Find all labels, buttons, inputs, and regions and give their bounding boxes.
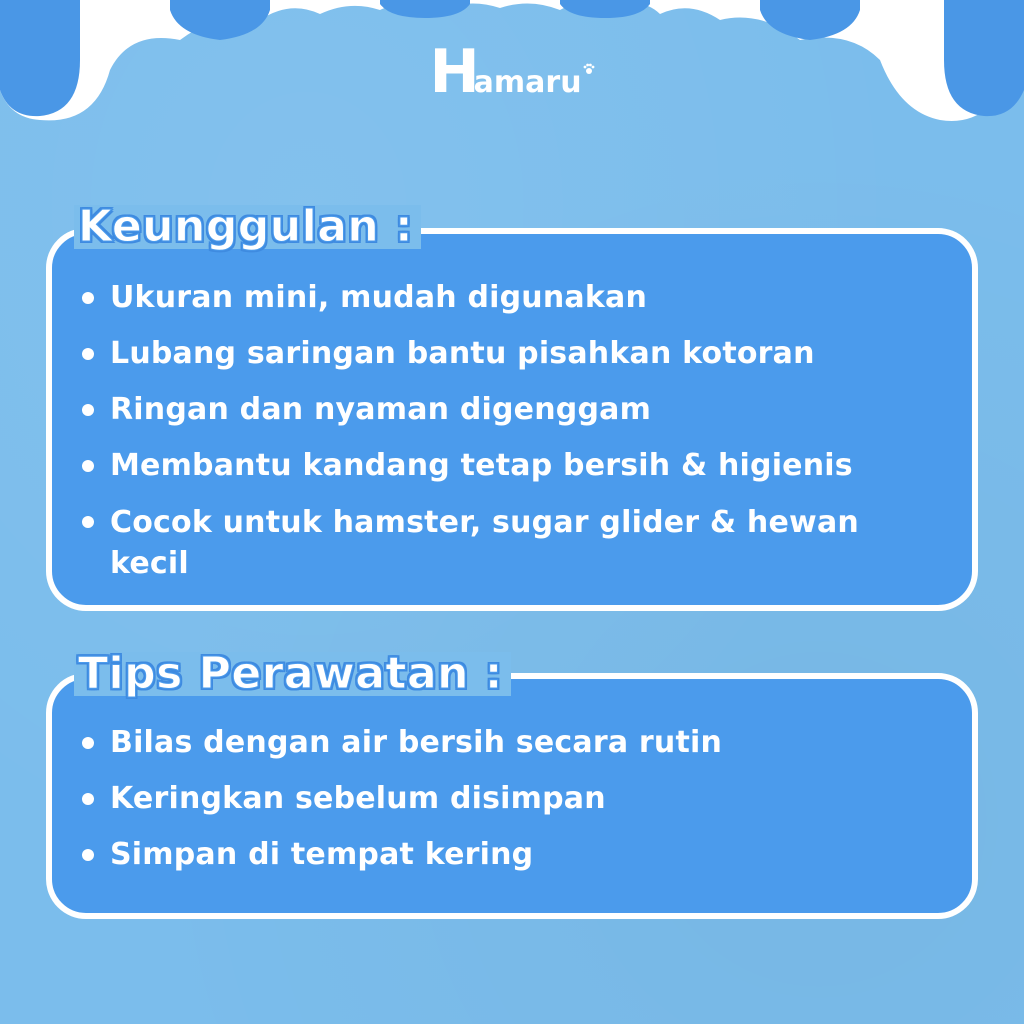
bullet-icon [82,849,94,861]
list-item-text: Cocok untuk hamster, sugar glider & hewan kecil [110,505,859,581]
list-item-text: Ukuran mini, mudah digunakan [110,280,648,315]
paw-icon [583,63,595,102]
list-item [70,502,930,584]
list-item-text: Membantu kandang tetap bersih & higienis [110,448,853,483]
list-item-text: Simpan di tempat kering [110,837,534,872]
list-item-text: Lubang saringan bantu pisahkan kotoran [110,336,815,371]
list-item-text: Bilas dengan air bersih secara rutin [110,725,723,760]
list-item [70,779,930,819]
list-item [70,835,930,875]
care-tips-title: Tips Perawatan : [74,652,511,696]
list-item [70,390,930,430]
care-tips-list [70,723,930,891]
bullet-icon [82,292,94,304]
logo-letter: H [429,37,478,107]
advantages-title: Keunggulan : [74,205,421,249]
list-item-text: Ringan dan nyaman digenggam [110,392,652,427]
bullet-icon [82,516,94,528]
bullet-icon [82,793,94,805]
bullet-icon [82,348,94,360]
list-item-text: Keringkan sebelum disimpan [110,781,606,816]
brand-logo [0,37,1024,107]
list-item [70,278,930,318]
bullet-icon [82,460,94,472]
bullet-icon [82,404,94,416]
list-item [70,334,930,374]
advantages-list [70,278,930,600]
list-item [70,446,930,486]
bullet-icon [82,737,94,749]
list-item [70,723,930,763]
logo-wordmark: amaru [473,65,582,100]
